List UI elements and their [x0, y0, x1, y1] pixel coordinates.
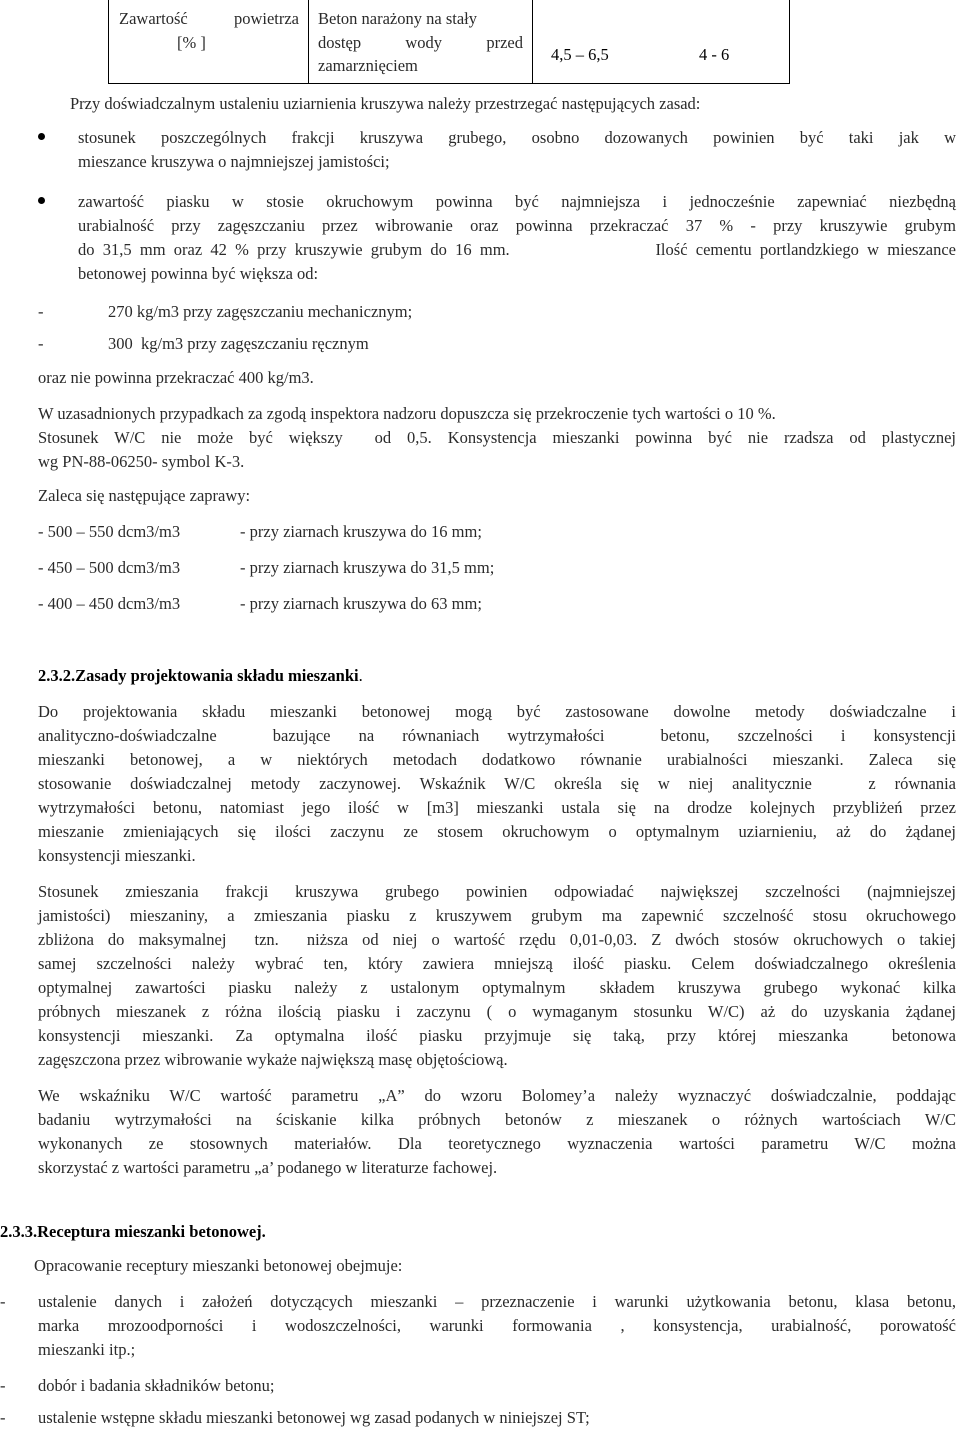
paragraph-text: zbliżona do maksymalnej tzn. niższa od niej o wartość rzędu 0,01-0,03. Z dwóch stosów okruchowych o takiej [38, 930, 956, 949]
paragraph-text: Do projektowania składu mieszanki betonowej mogą być zastosowane dowolne metody doświadczalne i [38, 702, 956, 721]
table-cell-exposure [309, 0, 533, 83]
paragraph-text: badaniu wytrzymałości na ściskanie kilka próbnych betonów z mieszanek o różnych wartościach W/C [38, 1110, 956, 1129]
paragraph-text: samej szczelności należy wybrać ten, który zawiera mniejszą ilość piasku. Celem doświadczalnego określenia [38, 954, 956, 973]
bullet-text: zawartość piasku w stosie okruchowym powinna być najmniejsza i jednocześnie zapewniać niezbędną [78, 192, 956, 211]
section-title: Zasady projektowania składu mieszanki [75, 666, 359, 685]
table-value-range: 4,5 – 6,5 [551, 45, 609, 64]
paragraph-text: W uzasadnionych przypadkach za zgodą inspektora nadzoru dopuszcza się przekroczenie tych wartości o 10 %. [38, 404, 776, 423]
paragraph-text: wykonanych ze stosownych materiałów. Dla teoretycznego wyznaczenia wartości parametru W/C można [38, 1134, 956, 1153]
table-cell-text: dostęp wody przed [318, 33, 523, 52]
recipe-item-text: mieszanki itp.; [38, 1340, 136, 1359]
recipe-item-text: dobór i badania składników betonu; [38, 1376, 275, 1395]
paragraph-text: konsystencji mieszanki. Za optymalna ilość piasku przyjmuje się taką, przy której mieszanka betonowa [38, 1026, 956, 1045]
air-content-table [108, 0, 790, 84]
section-heading [0, 1222, 266, 1242]
paragraph-text: optymalnej zawartości piasku należy z ustalonym optymalnym składem kruszywa grubego wykonać kilka [38, 978, 956, 997]
dash: - [0, 1408, 6, 1427]
paragraph-text: wg PN-88-06250- symbol K-3. [38, 452, 245, 471]
table-cell-air-content [109, 0, 309, 83]
table-cell-text: Beton narażony na stały [318, 9, 477, 28]
cement-text: 300 kg/m3 przy zagęszczaniu ręcznym [108, 334, 369, 353]
bullet-text: mieszance kruszywa o najmniejszej jamistości; [78, 152, 390, 171]
recipe-intro: Opracowanie receptury mieszanki betonowej obejmuje: [34, 1256, 403, 1275]
mortar-aggregate: - przy ziarnach kruszywa do 16 mm; [240, 522, 482, 541]
paragraph-text: próbnych mieszanek z różna ilością piasku i zaczynu ( o wymaganym stosunku W/C) aż do uzyskania żądanej [38, 1002, 956, 1021]
cement-tail: oraz nie powinna przekraczać 400 kg/m3. [38, 368, 314, 387]
paragraph-text: Stosunek W/C nie może być większy od 0,5. Konsystencja mieszanki powinna być nie rzadsza od plastycznej [38, 428, 956, 447]
table-cell-text: zamarznięciem [318, 56, 418, 75]
bullet-text: urabialność przy zagęszczaniu przez wibrowanie oraz powinna przekraczać 37 % - przy kruszywie grubym [78, 216, 956, 235]
mortar-amount: - 500 – 550 dcm3/m3 [38, 522, 181, 541]
dash: - [38, 334, 44, 353]
paragraph-text: mieszanie zmieniających się ilości zaczynu ze stosem okruchowym o optymalnym uziarnieniu, aż do żądanej [38, 822, 956, 841]
bullet-text: stosunek poszczególnych frakcji kruszywa grubego, osobno dozowanych powinien być taki jak w [78, 128, 956, 147]
recipe-item-text: marka mrozoodporności i wodoszczelności, warunki formowania , konsystencja, urabialność, porowatość [38, 1316, 956, 1335]
dash: - [0, 1376, 6, 1395]
cement-text: 270 kg/m3 przy zagęszczaniu mechanicznym; [108, 302, 413, 321]
table-value-range: 4 - 6 [699, 45, 730, 64]
bullet-text: Ilość cementu portlandzkiego w mieszance [655, 240, 956, 259]
mortar-aggregate: - przy ziarnach kruszywa do 63 mm; [240, 594, 482, 613]
mortar-amount: - 450 – 500 dcm3/m3 [38, 558, 181, 577]
section-heading [38, 666, 363, 686]
paragraph-text: zagęszczona przez wibrowanie wykaże największą masę objętościową. [38, 1050, 508, 1069]
paragraph-text: skorzystać z wartości parametru „a’ podanego w literaturze fachowej. [38, 1158, 498, 1177]
bullet-text: betonowej powinna być większa od: [78, 264, 319, 283]
section-number: 2.3.2. [38, 666, 76, 685]
mortar-aggregate: - przy ziarnach kruszywa do 31,5 mm; [240, 558, 495, 577]
mortar-intro: Zaleca się następujące zaprawy: [38, 486, 251, 505]
table-cell-text: Zawartość powietrza [119, 9, 299, 28]
paragraph-text: wytrzymałości betonu, natomiast jego ilość w [m3] mieszanki ustala się na drodze kolejnych przybliżeń przez [38, 798, 956, 817]
table-cell-text: [% ] [177, 33, 206, 52]
paragraph-text: Stosunek zmieszania frakcji kruszywa grubego powinien odpowiadać największej szczelności (najmniejszej [38, 882, 956, 901]
paragraph-text: analityczno-doświadczalne bazujące na równaniach wytrzymałości betonu, szczelności i konsystencji [38, 726, 956, 745]
bullet-icon [38, 133, 45, 140]
bullet-line [78, 240, 956, 260]
paragraph-text: We wskaźniku W/C wartość parametru „A” do wzoru Bolomey’a należy wyznaczyć doświadczalnie, poddając [38, 1086, 956, 1105]
paragraph-text: jamistości) mieszaniny, a zmieszania piasku z kruszywem grubym ma zapewnić szczelność stosu okruchowego [38, 906, 956, 925]
section-number: 2.3.3. [0, 1222, 38, 1241]
paragraph-text: stosowanie doświadczalnej metody zaczynowej. Wskaźnik W/C określa się w niej analitycznie z równania [38, 774, 956, 793]
section-dot: . [358, 666, 363, 685]
mortar-amount: - 400 – 450 dcm3/m3 [38, 594, 181, 613]
bullet-icon [38, 197, 45, 204]
bullet-text: do 31,5 mm oraz 42 % przy kruszywie grubym do 16 mm. [78, 240, 510, 259]
dash: - [38, 302, 44, 321]
paragraph-text: konsystencji mieszanki. [38, 846, 196, 865]
intro-text: Przy doświadczalnym ustaleniu uziarnienia kruszywa należy przestrzegać następujących zasad: [70, 94, 701, 113]
paragraph-text: mieszanki betonowej, a w niektórych metodach dodatkowo równanie urabialności mieszanki. Zaleca się [38, 750, 956, 769]
recipe-item-text: ustalenie danych i założeń dotyczących mieszanki – przeznaczenie i warunki użytkowania betonu, klasa betonu, [38, 1292, 956, 1311]
recipe-item-text: ustalenie wstępne składu mieszanki betonowej wg zasad podanych w niniejszej ST; [38, 1408, 590, 1427]
section-title: Receptura mieszanki betonowej. [37, 1222, 266, 1241]
dash: - [0, 1292, 6, 1311]
